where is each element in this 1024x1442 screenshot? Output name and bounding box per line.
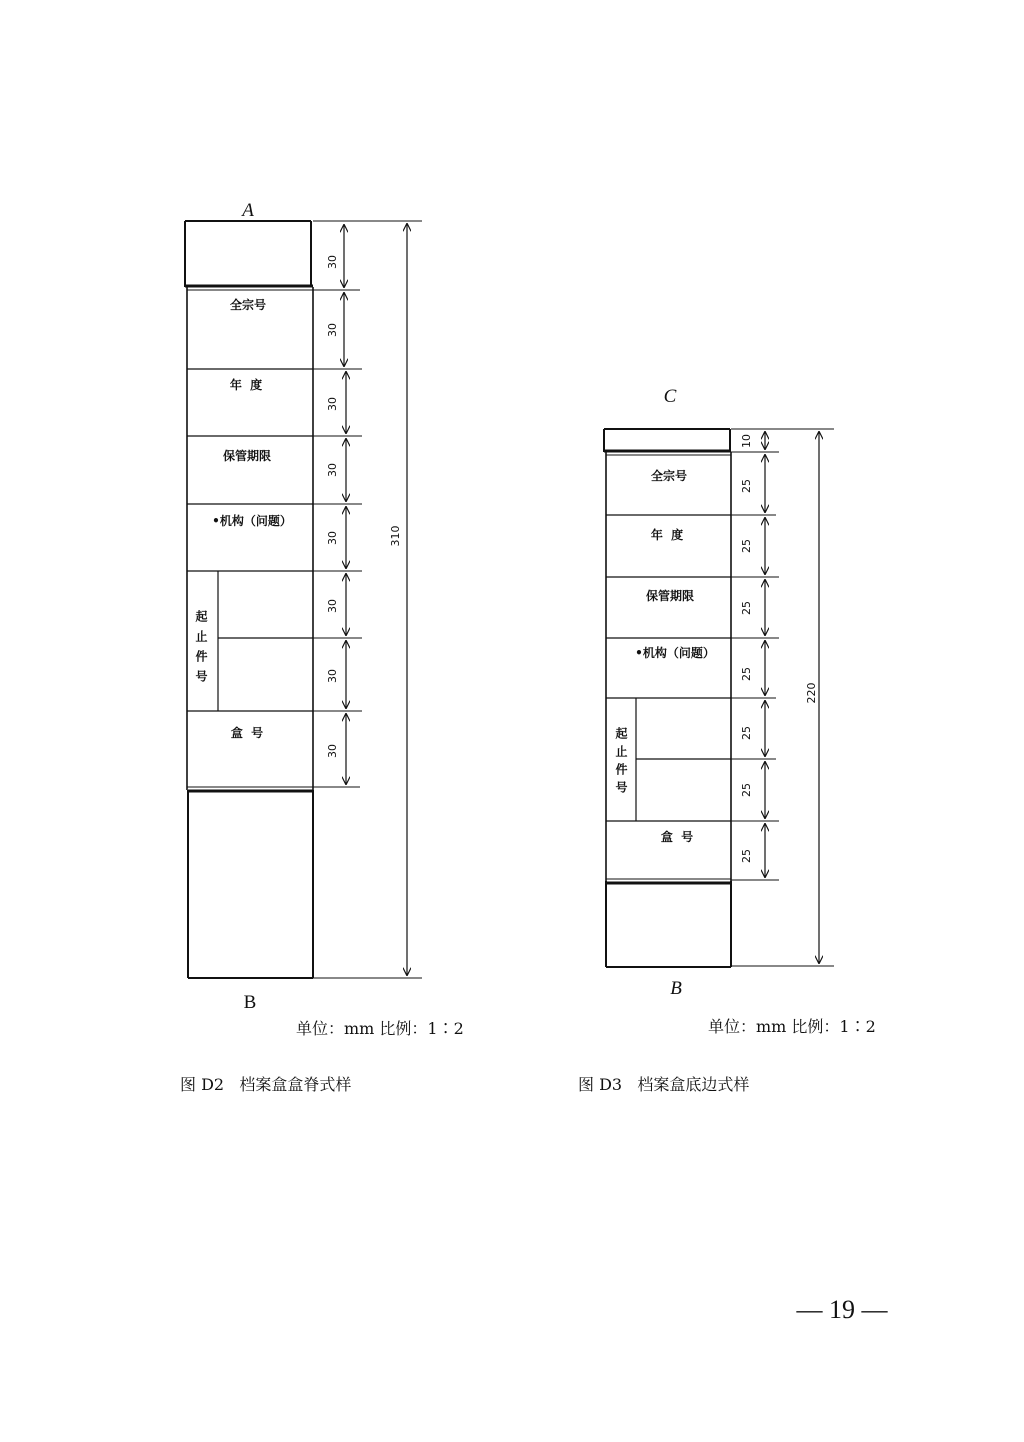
d3-total-dim-label: 220: [805, 682, 818, 704]
d2-dim-label: 30: [326, 531, 339, 545]
d2-dim-label: 30: [326, 463, 339, 477]
d3-label-quanzonghao: 全宗号: [650, 469, 688, 483]
d2-dim-label: 30: [326, 744, 339, 758]
d3-dim-label: 25: [740, 539, 753, 553]
d2-dim-arrows: [344, 224, 407, 975]
d2-label-baoguan: 保管期限: [222, 449, 272, 463]
d3-top-letter: C: [663, 386, 677, 407]
d3-dim-label: 25: [740, 849, 753, 863]
d2-dim-label: 30: [326, 255, 339, 269]
page-number: — 19 —: [796, 1295, 888, 1324]
d2-label-quanzonghao: 全宗号: [229, 298, 267, 312]
figure-d3: [578, 386, 876, 1094]
d3-box-outline: [604, 429, 731, 967]
d3-label-hehao: 盒 号: [660, 830, 694, 844]
d3-dim-label: 25: [740, 667, 753, 681]
d2-total-dim-label: 310: [389, 525, 402, 547]
d2-box-outline: [185, 221, 313, 978]
d3-label-qizhi: 起止件号: [614, 727, 628, 799]
d3-bottom-letter: B: [670, 978, 682, 999]
d2-unit-note: 单位：mm 比例：1∶2: [296, 1019, 464, 1038]
d3-dim-label: 25: [740, 783, 753, 797]
d2-dim-label: 30: [326, 599, 339, 613]
figure-d2: [180, 200, 464, 1094]
d2-label-niandu: 年 度: [229, 378, 263, 392]
d2-dim-label: 30: [326, 397, 339, 411]
d3-dim-label: 25: [740, 726, 753, 740]
d2-dim-label: 30: [326, 323, 339, 337]
d3-dim-label: 10: [740, 434, 753, 448]
d2-label-qizhi: 起止件号: [194, 610, 208, 690]
d3-label-jigou: •机构（问题）: [635, 646, 715, 660]
d3-dim-label: 25: [740, 601, 753, 615]
d2-label-hehao: 盒 号: [230, 726, 264, 740]
d2-dim-label: 30: [326, 669, 339, 683]
d2-label-jigou: •机构（问题）: [212, 514, 292, 528]
d2-bottom-letter: B: [243, 992, 257, 1013]
d3-unit-note: 单位：mm 比例：1∶2: [708, 1017, 876, 1036]
d2-top-letter: A: [242, 200, 254, 221]
d3-caption: 图 D3 档案盒底边式样: [578, 1075, 750, 1094]
d3-label-baoguan: 保管期限: [645, 589, 695, 603]
d2-caption: 图 D2 档案盒盒脊式样: [180, 1075, 352, 1094]
d3-dim-label: 25: [740, 479, 753, 493]
d3-label-niandu: 年 度: [650, 528, 684, 542]
